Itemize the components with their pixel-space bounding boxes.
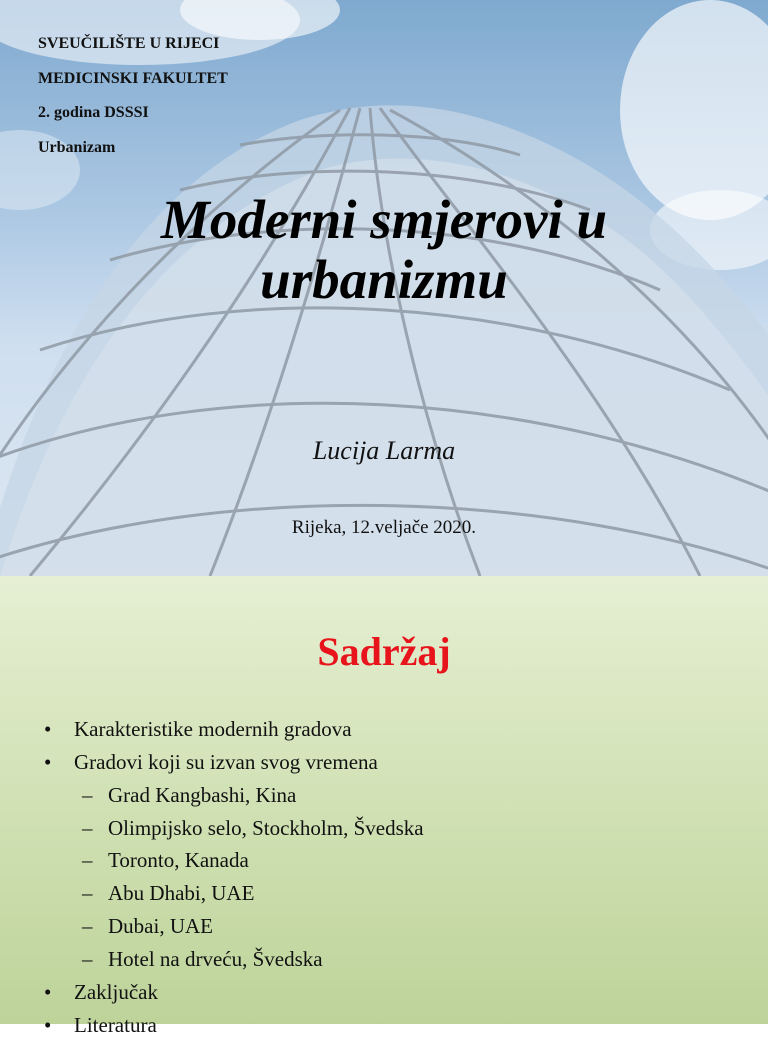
sub-list-item-label: Hotel na drveću, Švedska [108, 947, 323, 971]
sub-list-item-label: Toronto, Kanada [108, 848, 249, 872]
sub-list-item-label: Abu Dhabi, UAE [108, 881, 255, 905]
list-item-label: Gradovi koji su izvan svog vremena [74, 750, 378, 774]
list-item-label: Zaključak [74, 980, 158, 1004]
bullet-icon: • [44, 980, 52, 1004]
sub-list-item-label: Olimpijsko selo, Stockholm, Švedska [108, 816, 424, 840]
bullet-icon: • [44, 1013, 52, 1037]
contents-slide [0, 576, 768, 1037]
institution-line-course: Urbanizam [38, 139, 116, 156]
dash-icon: – [82, 881, 93, 905]
sub-list-item [82, 947, 323, 972]
bullet-icon: • [44, 717, 52, 741]
dash-icon: – [82, 947, 93, 971]
list-item [44, 750, 378, 775]
contents-title: Sadržaj [317, 629, 451, 674]
institution-line-year: 2. godina DSSSI [38, 104, 149, 121]
author-name: Lucija Larma [312, 436, 456, 465]
sub-list-item-label: Grad Kangbashi, Kina [108, 783, 297, 807]
list-item-label: Literatura [74, 1013, 157, 1037]
sub-list-item [82, 848, 249, 873]
dash-icon: – [82, 848, 93, 872]
institution-line-faculty: MEDICINSKI FAKULTET [38, 70, 228, 87]
list-item [44, 1013, 157, 1038]
presentation-title [0, 190, 768, 310]
dash-icon: – [82, 914, 93, 938]
sub-list-item [82, 914, 213, 939]
list-item [44, 980, 158, 1005]
sub-list-item [82, 881, 255, 906]
title-line-1: Moderni smjerovi u [160, 189, 608, 250]
presentation-date: Rijeka, 12.veljače 2020. [291, 517, 477, 538]
sub-list-item-label: Dubai, UAE [108, 914, 213, 938]
sub-list-item [82, 816, 424, 841]
list-item-label: Karakteristike modernih gradova [74, 717, 352, 741]
institution-line-university: SVEUČILIŠTE U RIJECI [38, 35, 220, 52]
bullet-icon: • [44, 750, 52, 774]
dash-icon: – [82, 816, 93, 840]
dash-icon: – [82, 783, 93, 807]
title-line-2: urbanizmu [260, 249, 508, 310]
sub-list-item [82, 783, 297, 808]
list-item [44, 717, 352, 742]
